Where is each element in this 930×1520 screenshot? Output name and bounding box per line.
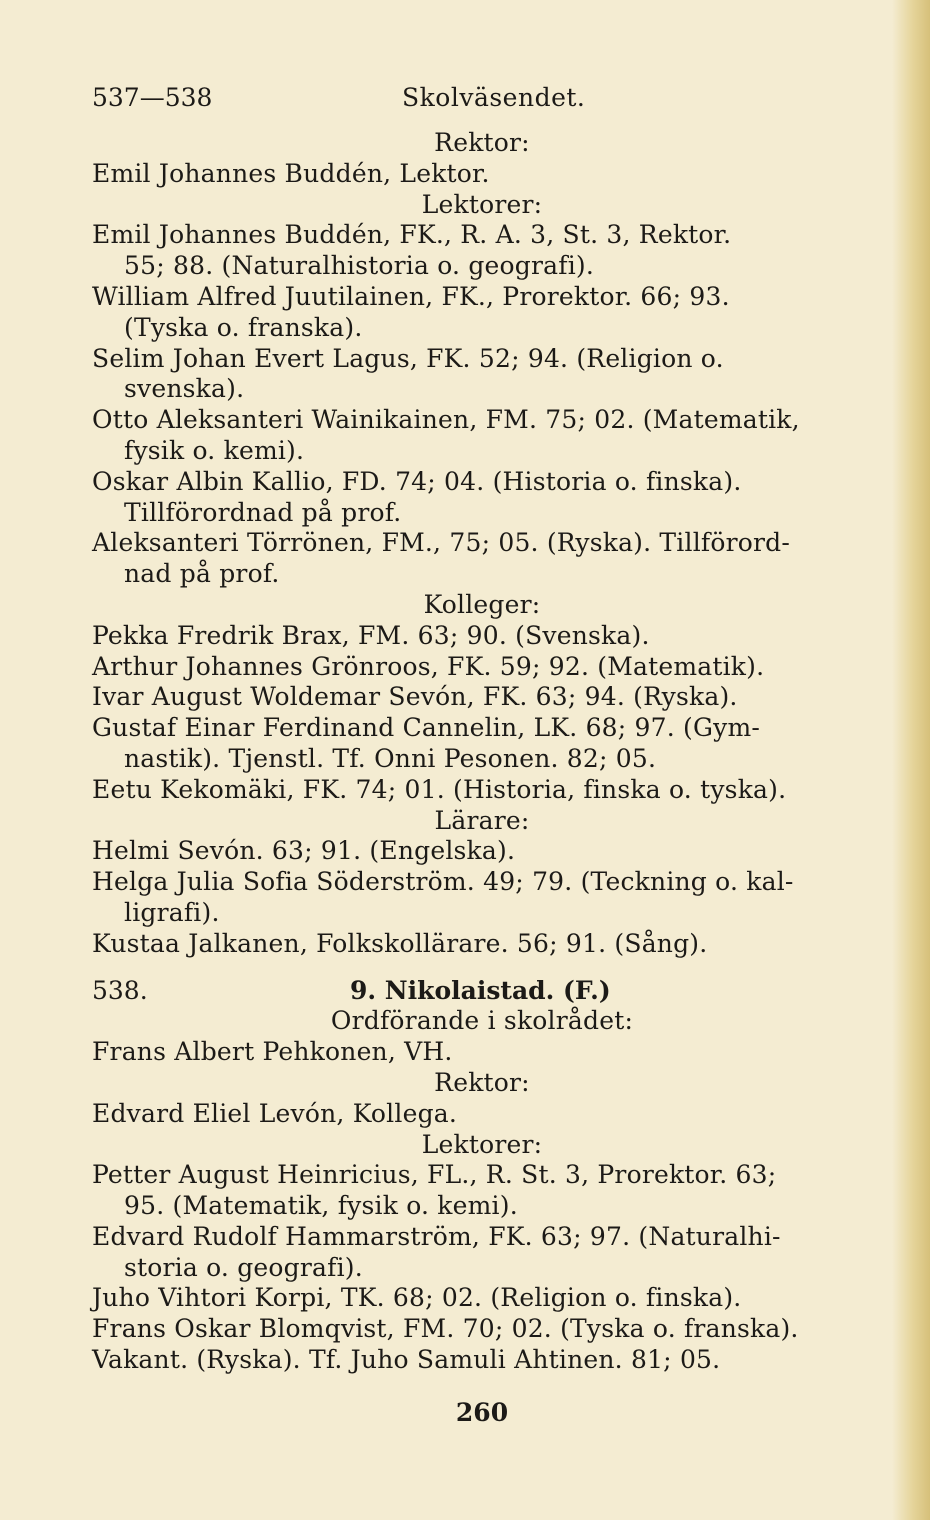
text-line: Emil Johannes Buddén, FK., R. A. 3, St. 3, Rektor. [92,220,732,250]
section-title: 9. Nikolaistad. (F.) [350,975,611,1005]
text-line: fysik o. kemi). [124,435,305,465]
text-line: Tillförordnad på prof. [124,497,402,527]
text-line: Vakant. (Ryska). Tf. Juho Samuli Ahtinen. 81; 05. [92,1345,721,1375]
text-line: Aleksanteri Törrönen, FM., 75; 05. (Ryska). Tillförord- [92,528,790,558]
text-line: Edvard Rudolf Hammarström, FK. 63; 97. (Naturalhi- [92,1221,781,1251]
page-folio: 260 [455,1398,509,1427]
page-edge-shading [892,0,930,1520]
text-line: ligrafi). [124,897,220,927]
text-line: 55; 88. (Naturalhistoria o. geografi). [124,251,595,281]
text-line: Frans Albert Pehkonen, VH. [92,1037,453,1067]
subheading-line: Ordförande i skolrådet: [330,1006,634,1036]
subheading-line: Lektorer: [421,189,543,219]
text-line: Helmi Sevón. 63; 91. (Engelska). [92,836,516,866]
text-line: Arthur Johannes Grönroos, FK. 59; 92. (Matematik). [92,651,765,681]
text-line: Frans Oskar Blomqvist, FM. 70; 02. (Tyska o. franska). [92,1314,799,1344]
text-line: Kustaa Jalkanen, Folkskollärare. 56; 91. (Sång). [92,928,708,958]
text-line: Helga Julia Sofia Söderström. 49; 79. (Teckning o. kal- [92,867,794,897]
header-title: Skolväsendet. [402,83,586,112]
text-line: Gustaf Einar Ferdinand Cannelin, LK. 68; 97. (Gym- [92,713,761,743]
text-line: 95. (Matematik, fysik o. kemi). [124,1191,518,1221]
section-heading [92,976,872,1007]
subheading-line: Rektor: [434,1067,530,1097]
section-number: 538. [92,975,148,1005]
school-staff-list [92,128,872,960]
subheading-line: Lektorer: [421,1129,543,1159]
text-line: William Alfred Juutilainen, FK., Prorektor. 66; 93. [92,281,730,311]
text-line: Pekka Fredrik Brax, FM. 63; 90. (Svenska). [92,620,650,650]
text-line: Juho Vihtori Korpi, TK. 68; 02. (Religion o. finska). [92,1283,742,1313]
running-header [92,78,872,118]
text-line: Ivar August Woldemar Sevón, FK. 63; 94. (Ryska). [92,682,738,712]
text-line: nad på prof. [124,559,280,589]
subheading-line: Lärare: [434,805,530,835]
text-line: svenska). [124,374,245,404]
header-page-numbers: 537—538 [92,83,213,112]
text-line: storia o. geografi). [124,1252,363,1282]
text-line: Oskar Albin Kallio, FD. 74; 04. (Historia o. finska). [92,466,742,496]
text-line: (Tyska o. franska). [124,312,363,342]
text-line: Emil Johannes Buddén, Lektor. [92,158,490,188]
text-line: Eetu Kekomäki, FK. 74; 01. (Historia, finska o. tyska). [92,774,787,804]
subheading-line: Rektor: [434,128,530,157]
text-line: Petter August Heinricius, FL., R. St. 3, Prorektor. 63; [92,1160,777,1190]
text-line: Edvard Eliel Levón, Kollega. [92,1098,458,1128]
text-line: Selim Johan Evert Lagus, FK. 52; 94. (Religion o. [92,343,724,373]
header-gap [92,118,872,128]
text-line: Otto Aleksanteri Wainikainen, FM. 75; 02. (Matematik, [92,405,800,435]
nikolaistad-staff-list [92,1006,872,1376]
subheading-line: Kolleger: [423,589,541,619]
text-line: nastik). Tjenstl. Tf. Onni Pesonen. 82; 05. [124,743,657,773]
book-page [92,78,872,1427]
